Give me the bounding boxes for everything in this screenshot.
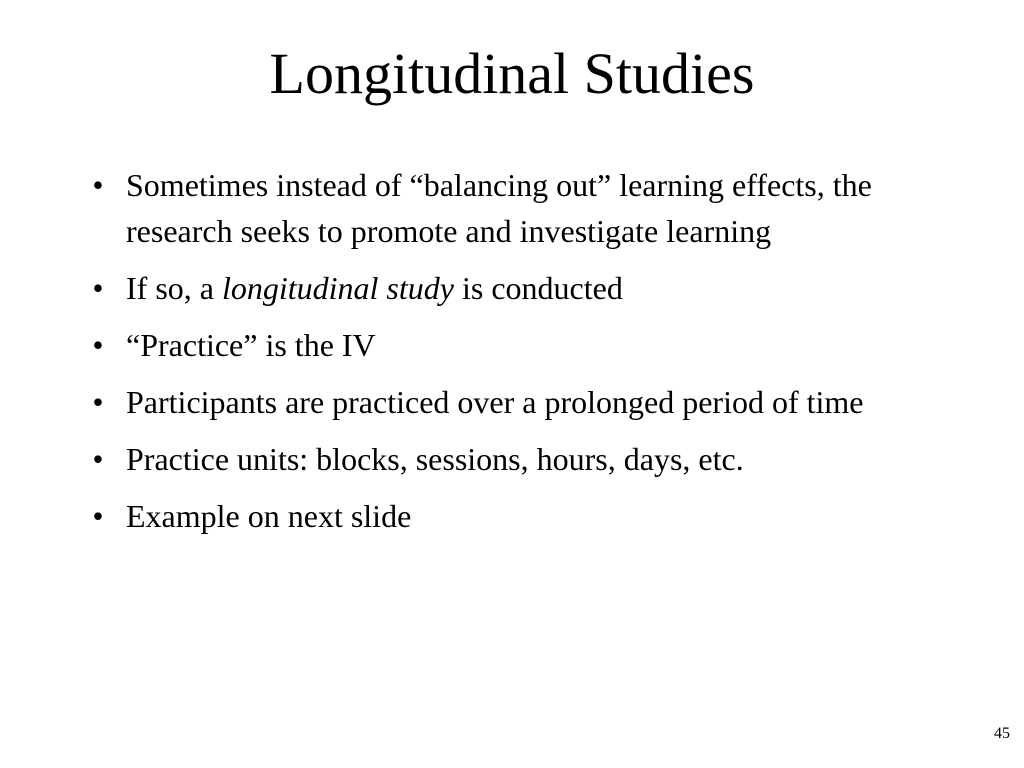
bullet-text-prefix: If so, a <box>126 270 222 306</box>
bullet-item <box>83 436 943 482</box>
page-number: 45 <box>994 725 1010 742</box>
bullet-text: Participants are practiced over a prolonged period of time <box>126 384 864 420</box>
bullet-item <box>83 322 943 368</box>
bullet-text: “Practice” is the IV <box>126 327 376 363</box>
bullet-text-suffix: is conducted <box>453 270 623 306</box>
bullet-symbol: • <box>92 270 104 306</box>
bullet-item <box>83 265 943 311</box>
bullet-text: Sometimes instead of “balancing out” learning effects, the research seeks to promote and investigate learning <box>126 167 872 249</box>
bullet-symbol: • <box>92 498 104 534</box>
bullet-list <box>83 162 943 550</box>
bullet-item <box>83 493 943 539</box>
bullet-symbol: • <box>92 327 104 363</box>
bullet-text: Practice units: blocks, sessions, hours, days, etc. <box>126 441 744 477</box>
bullet-item <box>83 162 943 254</box>
slide-title: Longitudinal Studies <box>269 41 755 106</box>
bullet-symbol: • <box>92 441 104 477</box>
bullet-symbol: • <box>92 167 104 203</box>
bullet-text: Example on next slide <box>126 498 412 534</box>
bullet-emphasis: longitudinal study <box>221 270 454 306</box>
bullet-symbol: • <box>92 384 104 420</box>
bullet-item <box>83 379 943 425</box>
